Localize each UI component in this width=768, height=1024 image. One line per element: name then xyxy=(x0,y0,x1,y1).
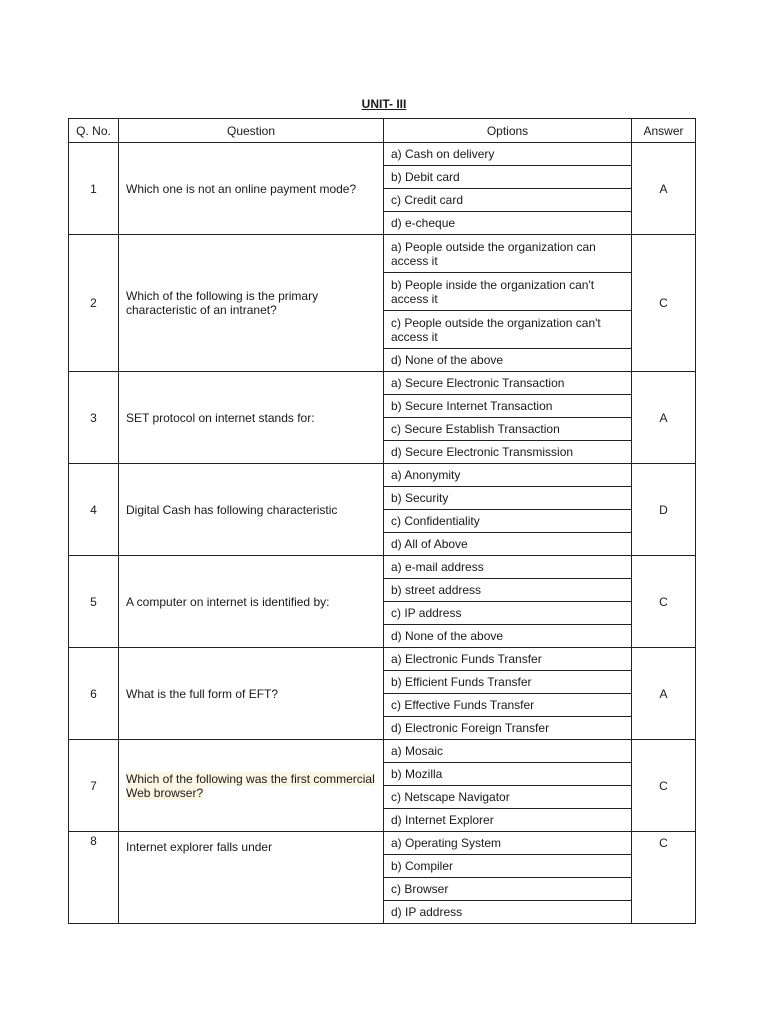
option-a: a) Secure Electronic Transaction xyxy=(384,372,632,395)
question-row xyxy=(69,740,696,763)
question-text: Internet explorer falls under xyxy=(119,832,384,924)
option-b: b) street address xyxy=(384,579,632,602)
option-b: b) Efficient Funds Transfer xyxy=(384,671,632,694)
header-qno: Q. No. xyxy=(69,119,119,143)
question-row xyxy=(69,372,696,395)
option-d: d) None of the above xyxy=(384,349,632,372)
answer-cell: C xyxy=(632,235,696,372)
option-b: b) Compiler xyxy=(384,855,632,878)
option-c: c) Credit card xyxy=(384,189,632,212)
question-number: 4 xyxy=(69,464,119,556)
option-a: a) People outside the organization can access it xyxy=(384,235,632,273)
option-d: d) Secure Electronic Transmission xyxy=(384,441,632,464)
question-text-highlight: Which of the following was the first commercial Web browser? xyxy=(126,771,375,800)
option-d: d) Electronic Foreign Transfer xyxy=(384,717,632,740)
option-a: a) Operating System xyxy=(384,832,632,855)
question-number: 2 xyxy=(69,235,119,372)
option-d: d) IP address xyxy=(384,901,632,924)
answer-cell: C xyxy=(632,556,696,648)
option-d: d) All of Above xyxy=(384,533,632,556)
answer-cell: C xyxy=(632,832,696,924)
header-options: Options xyxy=(384,119,632,143)
question-number: 6 xyxy=(69,648,119,740)
option-b: b) People inside the organization can't access it xyxy=(384,273,632,311)
option-b: b) Security xyxy=(384,487,632,510)
header-question: Question xyxy=(119,119,384,143)
option-c: c) Netscape Navigator xyxy=(384,786,632,809)
question-text xyxy=(119,740,384,832)
option-d: d) e-cheque xyxy=(384,212,632,235)
question-text: Digital Cash has following characteristic xyxy=(119,464,384,556)
answer-cell: A xyxy=(632,648,696,740)
quiz-table xyxy=(68,118,696,924)
question-row xyxy=(69,556,696,579)
question-row xyxy=(69,832,696,855)
option-c: c) Confidentiality xyxy=(384,510,632,533)
question-number: 7 xyxy=(69,740,119,832)
option-d: d) Internet Explorer xyxy=(384,809,632,832)
option-a: a) Mosaic xyxy=(384,740,632,763)
answer-cell: A xyxy=(632,143,696,235)
question-text: Which one is not an online payment mode? xyxy=(119,143,384,235)
question-row xyxy=(69,235,696,273)
option-c: c) IP address xyxy=(384,602,632,625)
option-d: d) None of the above xyxy=(384,625,632,648)
question-row xyxy=(69,648,696,671)
question-number: 8 xyxy=(69,832,119,924)
answer-cell: A xyxy=(632,372,696,464)
question-row xyxy=(69,143,696,166)
answer-cell: D xyxy=(632,464,696,556)
question-number: 1 xyxy=(69,143,119,235)
option-b: b) Mozilla xyxy=(384,763,632,786)
unit-title: UNIT- III xyxy=(361,97,407,111)
header-answer: Answer xyxy=(632,119,696,143)
option-a: a) Anonymity xyxy=(384,464,632,487)
question-number: 5 xyxy=(69,556,119,648)
question-text: What is the full form of EFT? xyxy=(119,648,384,740)
question-row xyxy=(69,464,696,487)
question-text: SET protocol on internet stands for: xyxy=(119,372,384,464)
option-c: c) Browser xyxy=(384,878,632,901)
option-c: c) Effective Funds Transfer xyxy=(384,694,632,717)
question-number: 3 xyxy=(69,372,119,464)
option-c: c) People outside the organization can't access it xyxy=(384,311,632,349)
option-b: b) Secure Internet Transaction xyxy=(384,395,632,418)
option-a: a) e-mail address xyxy=(384,556,632,579)
question-text: A computer on internet is identified by: xyxy=(119,556,384,648)
question-text: Which of the following is the primary characteristic of an intranet? xyxy=(119,235,384,372)
option-b: b) Debit card xyxy=(384,166,632,189)
option-a: a) Electronic Funds Transfer xyxy=(384,648,632,671)
option-c: c) Secure Establish Transaction xyxy=(384,418,632,441)
answer-cell: C xyxy=(632,740,696,832)
option-a: a) Cash on delivery xyxy=(384,143,632,166)
header-row xyxy=(69,119,696,143)
